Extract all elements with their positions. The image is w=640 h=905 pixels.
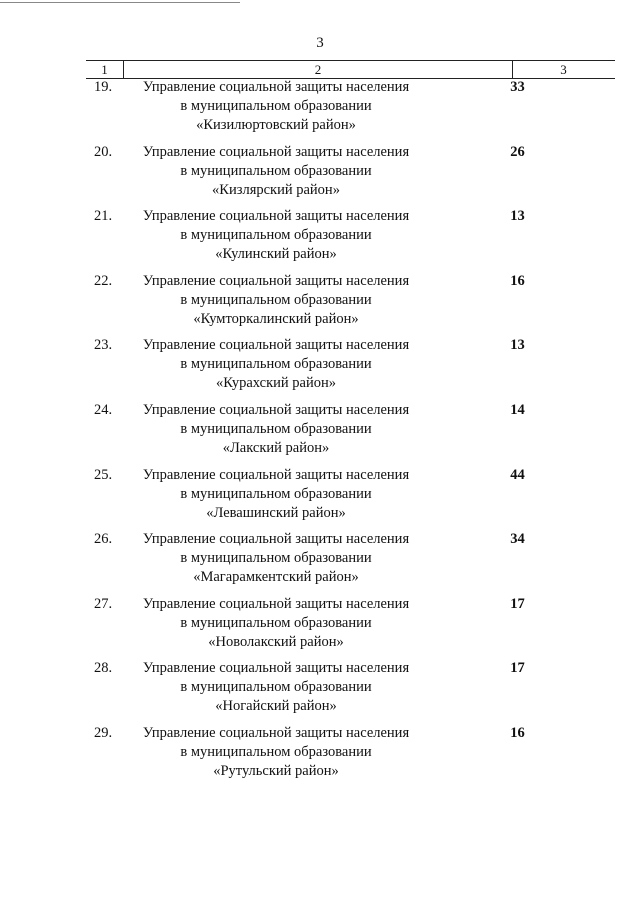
table-row bbox=[0, 401, 640, 466]
table-body bbox=[0, 78, 640, 789]
name-line: Управление социальной защиты населения bbox=[142, 595, 410, 612]
name-line: «Ногайский район» bbox=[215, 698, 337, 715]
row-institution-name bbox=[130, 78, 422, 135]
row-count: 14 bbox=[510, 401, 525, 418]
name-line: «Рутульский район» bbox=[213, 762, 339, 779]
name-line: «Левашинский район» bbox=[206, 504, 346, 521]
header-col-3: 3 bbox=[560, 62, 567, 77]
name-line: «Кулинский район» bbox=[215, 246, 337, 263]
table-row bbox=[0, 336, 640, 401]
table-row bbox=[0, 207, 640, 272]
row-number: 27. bbox=[94, 595, 113, 612]
row-number: 24. bbox=[94, 401, 113, 418]
row-count: 26 bbox=[510, 143, 525, 160]
table-row bbox=[0, 78, 640, 143]
row-institution-name bbox=[130, 724, 422, 781]
row-institution-name bbox=[130, 272, 422, 329]
name-line: Управление социальной защиты населения bbox=[142, 660, 410, 677]
row-count: 16 bbox=[510, 724, 525, 741]
row-institution-name bbox=[130, 595, 422, 652]
name-line: в муниципальном образовании bbox=[180, 743, 372, 760]
name-line: Управление социальной защиты населения bbox=[142, 337, 410, 354]
header-col-1: 1 bbox=[101, 62, 108, 77]
name-line: «Лакский район» bbox=[222, 439, 330, 456]
row-number: 23. bbox=[94, 337, 113, 354]
row-count: 33 bbox=[510, 79, 525, 95]
name-line: Управление социальной защиты населения bbox=[142, 401, 410, 418]
table-row bbox=[0, 724, 640, 789]
row-count: 44 bbox=[510, 466, 525, 483]
row-number: 19. bbox=[94, 79, 113, 95]
name-line: Управление социальной защиты населения bbox=[142, 531, 410, 548]
table-row bbox=[0, 466, 640, 531]
name-line: в муниципальном образовании bbox=[180, 420, 372, 437]
name-line: «Курахский район» bbox=[216, 375, 336, 392]
row-institution-name bbox=[130, 401, 422, 458]
row-number: 26. bbox=[94, 531, 113, 548]
name-line: в муниципальном образовании bbox=[180, 485, 372, 502]
table-row bbox=[0, 659, 640, 724]
row-count: 13 bbox=[510, 208, 525, 225]
row-count: 34 bbox=[510, 531, 525, 548]
name-line: в муниципальном образовании bbox=[180, 162, 372, 179]
name-line: Управление социальной защиты населения bbox=[142, 272, 410, 289]
name-line: в муниципальном образовании bbox=[180, 550, 372, 567]
scan-artifact-line bbox=[0, 2, 240, 3]
row-number: 20. bbox=[94, 143, 113, 160]
name-line: Управление социальной защиты населения bbox=[142, 208, 410, 225]
row-number: 22. bbox=[94, 272, 113, 289]
name-line: «Кизилюртовский район» bbox=[196, 117, 356, 133]
name-line: в муниципальном образовании bbox=[180, 227, 372, 244]
row-institution-name bbox=[130, 207, 422, 264]
name-line: в муниципальном образовании bbox=[180, 614, 372, 631]
name-line: в муниципальном образовании bbox=[180, 291, 372, 308]
table-row bbox=[0, 530, 640, 595]
row-count: 13 bbox=[510, 337, 525, 354]
row-number: 28. bbox=[94, 660, 113, 677]
name-line: Управление социальной защиты населения bbox=[142, 143, 410, 160]
row-count: 17 bbox=[510, 660, 525, 677]
table-row bbox=[0, 272, 640, 337]
name-line: Управление социальной защиты населения bbox=[142, 466, 410, 483]
row-number: 25. bbox=[94, 466, 113, 483]
name-line: «Новолакский район» bbox=[208, 633, 344, 650]
name-line: Управление социальной защиты населения bbox=[142, 79, 410, 95]
row-number: 21. bbox=[94, 208, 113, 225]
header-col-2: 2 bbox=[123, 61, 513, 78]
table-row bbox=[0, 595, 640, 660]
row-institution-name bbox=[130, 336, 422, 393]
row-count: 16 bbox=[510, 272, 525, 289]
row-institution-name bbox=[130, 143, 422, 200]
page-number: 3 bbox=[316, 35, 324, 51]
row-number: 29. bbox=[94, 724, 113, 741]
name-line: в муниципальном образовании bbox=[180, 356, 372, 373]
name-line: «Кумторкалинский район» bbox=[193, 310, 359, 327]
row-institution-name bbox=[130, 530, 422, 587]
name-line: «Кизлярский район» bbox=[212, 181, 340, 198]
row-institution-name bbox=[130, 466, 422, 523]
name-line: в муниципальном образовании bbox=[180, 98, 372, 114]
table-row bbox=[0, 143, 640, 208]
name-line: Управление социальной защиты населения bbox=[142, 724, 410, 741]
row-institution-name bbox=[130, 659, 422, 716]
name-line: в муниципальном образовании bbox=[180, 679, 372, 696]
name-line: «Магарамкентский район» bbox=[193, 569, 359, 586]
table-header bbox=[86, 60, 615, 79]
row-count: 17 bbox=[510, 595, 525, 612]
